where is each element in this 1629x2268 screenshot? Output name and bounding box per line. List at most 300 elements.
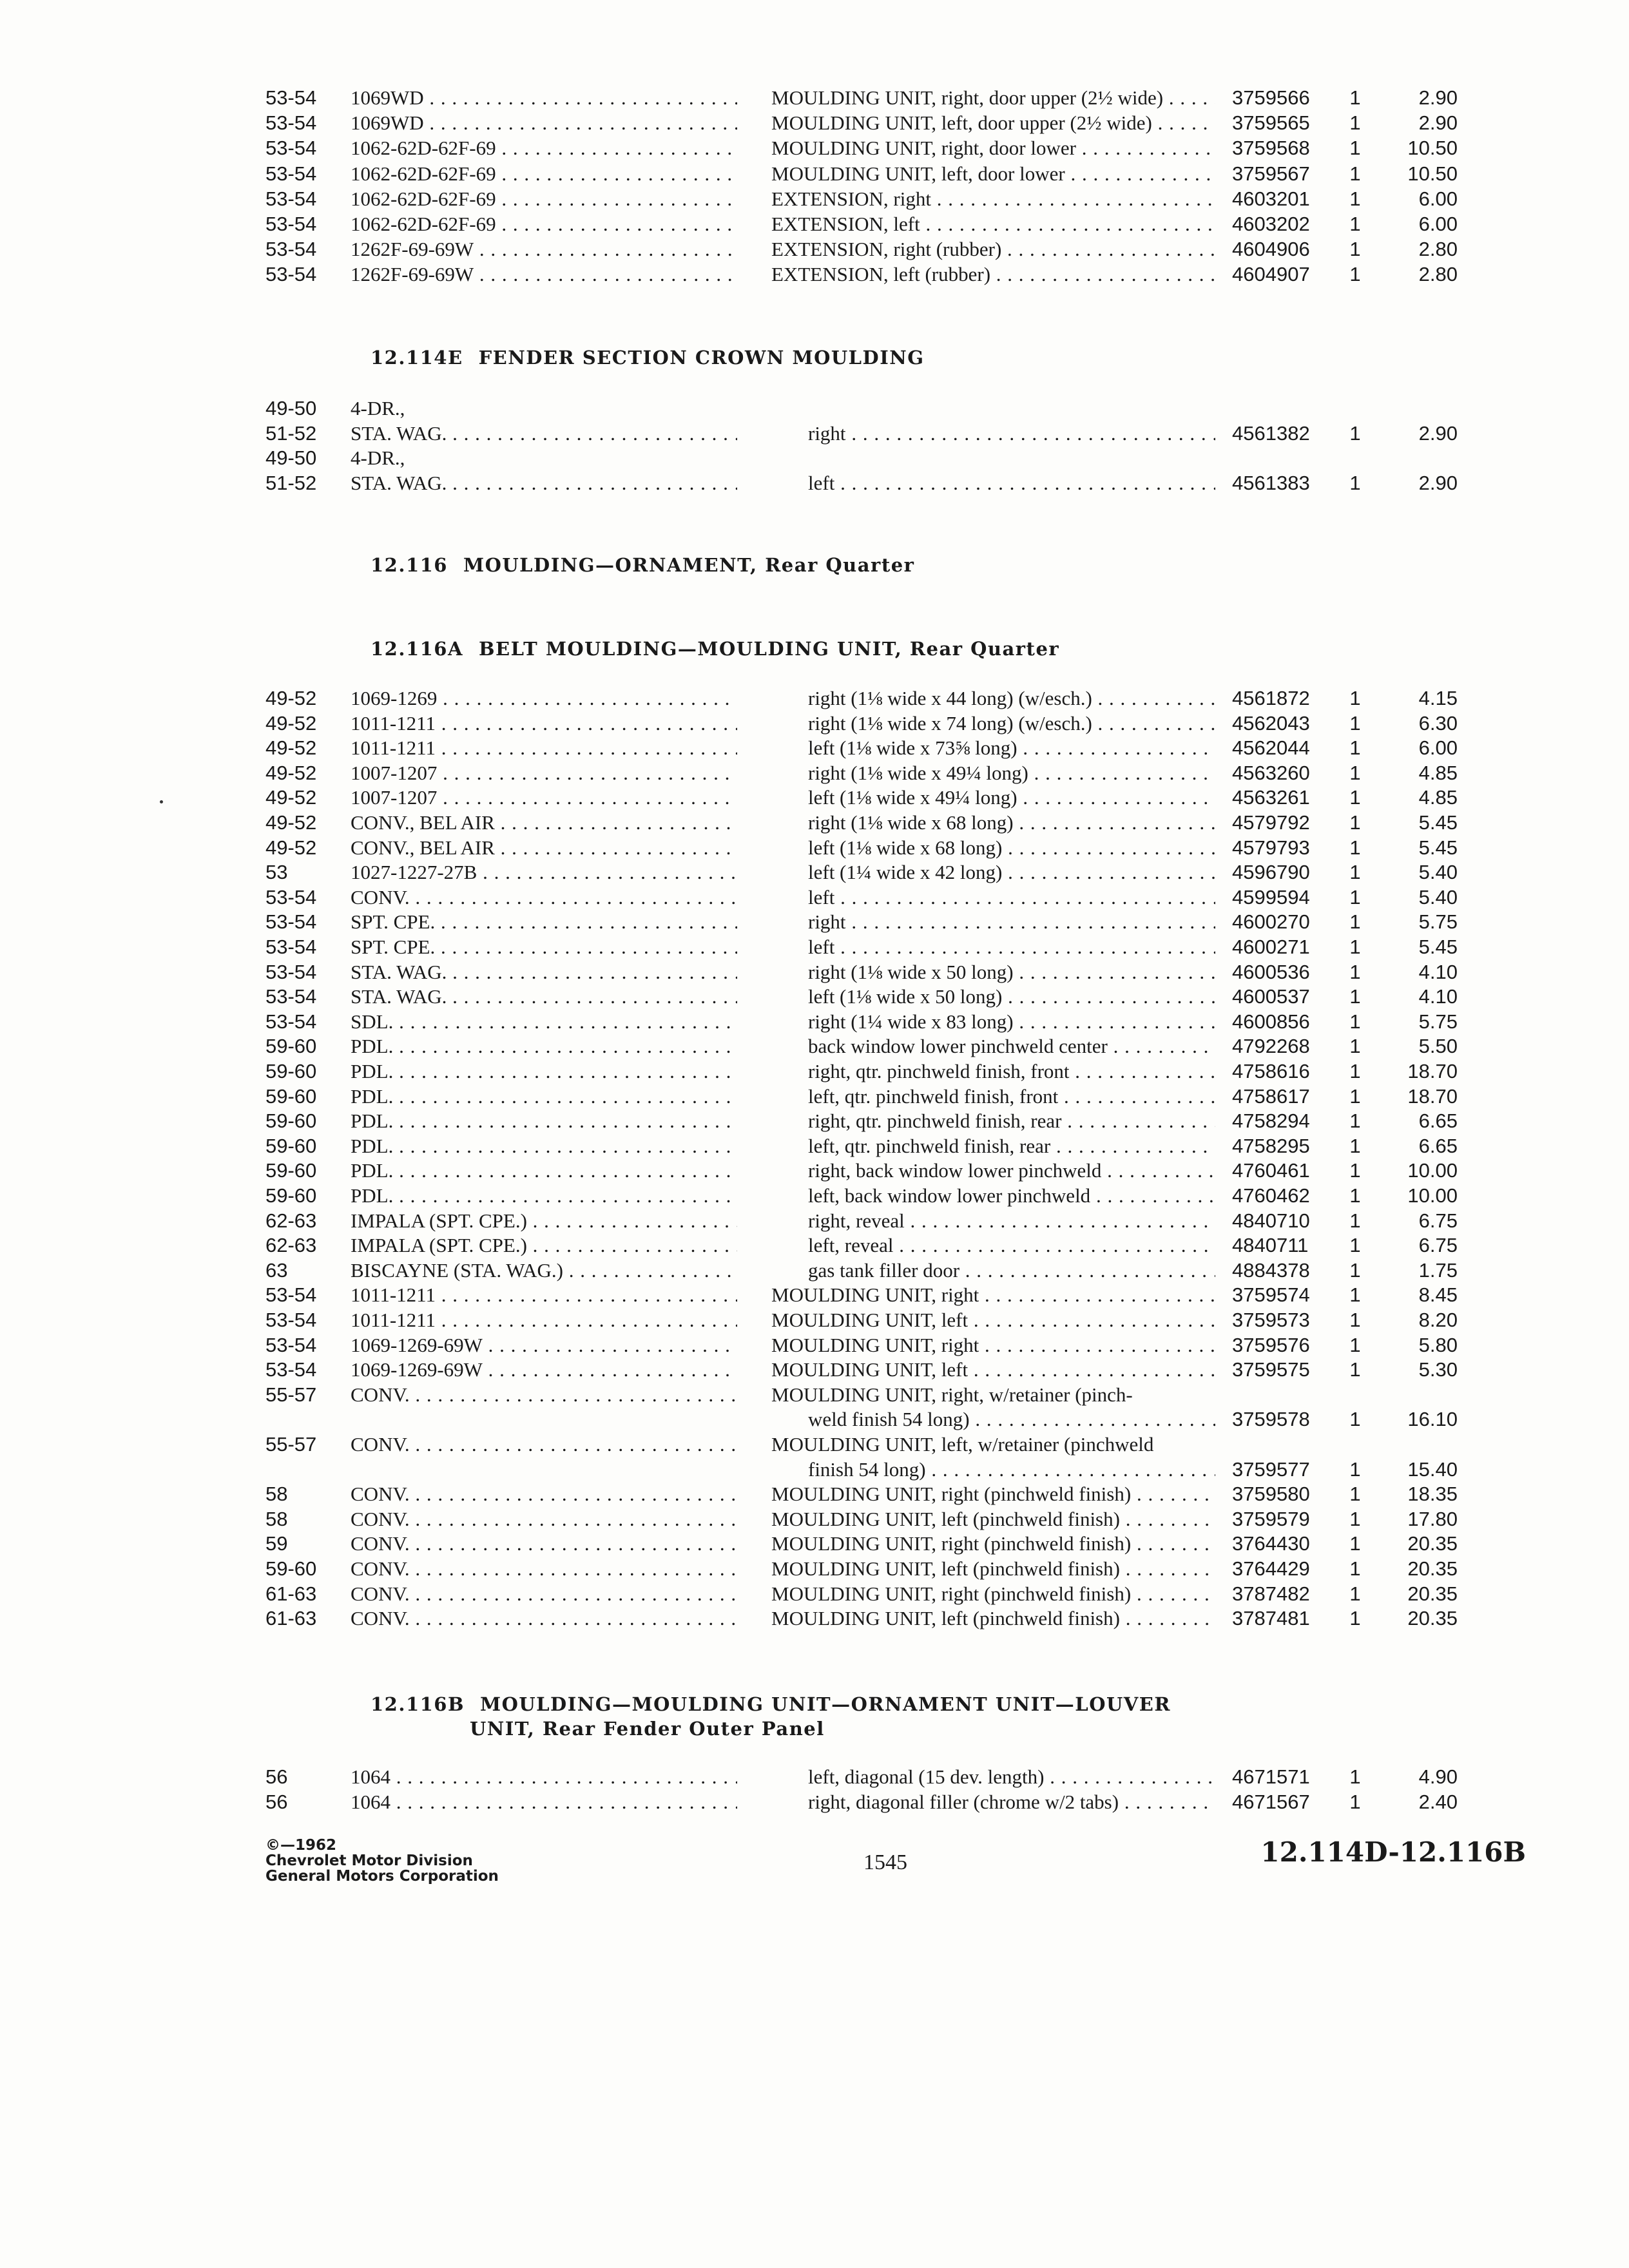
- part-number-cell: 4563261: [1232, 786, 1310, 809]
- part-number-cell: 3759579: [1232, 1507, 1310, 1530]
- year-cell: 49-52: [265, 687, 317, 709]
- model-cell: 1064 . . .: [351, 1764, 737, 1790]
- model-cell: 1027-1227-27B . . .: [351, 860, 737, 885]
- quantity-cell: 1: [1349, 421, 1361, 445]
- quantity-cell: 1: [1349, 687, 1361, 709]
- model-cell: CONV. . . .: [351, 1531, 737, 1557]
- part-number-cell: 4600271: [1232, 936, 1310, 958]
- year-cell: 59-60: [265, 1084, 317, 1108]
- model-cell: STA. WAG. . . .: [351, 470, 737, 496]
- price-cell: 5.40: [1418, 861, 1458, 884]
- table-row: [0, 1282, 1629, 1308]
- year-cell: 53-54: [265, 162, 317, 185]
- price-cell: 18.70: [1407, 1060, 1458, 1082]
- part-number-cell: 4562044: [1232, 736, 1310, 760]
- price-cell: 10.00: [1407, 1184, 1458, 1207]
- description-cell: MOULDING UNIT, left, door upper (2½ wide) . . .: [771, 110, 1215, 136]
- table-row: [0, 1581, 1629, 1607]
- table-row: [0, 211, 1629, 237]
- year-cell: 58: [265, 1483, 288, 1506]
- table-row: [0, 1506, 1629, 1532]
- description-cell: MOULDING UNIT, right, door lower . . .: [771, 135, 1215, 161]
- price-cell: 10.50: [1407, 162, 1458, 185]
- year-cell: 62-63: [265, 1209, 317, 1232]
- table-row: [0, 711, 1629, 736]
- part-number-cell: 4579792: [1232, 811, 1310, 834]
- heading-title: BELT MOULDING—MOULDING UNIT, Rear Quarter: [479, 638, 1060, 660]
- quantity-cell: 1: [1349, 736, 1361, 760]
- quantity-cell: 1: [1349, 1159, 1361, 1182]
- model-cell: 1007-1207 . . .: [351, 785, 737, 811]
- description-cell: left . . .: [808, 470, 1215, 496]
- year-cell: 53-54: [265, 111, 317, 135]
- model-cell: CONV. . . .: [351, 1432, 737, 1457]
- quantity-cell: 1: [1349, 1483, 1361, 1506]
- heading-number: 12.116: [371, 554, 448, 576]
- part-number-cell: 4758294: [1232, 1110, 1310, 1133]
- year-cell: 59-60: [265, 1110, 317, 1133]
- table-row: [0, 686, 1629, 711]
- model-cell: 1062-62D-62F-69 . . .: [351, 135, 737, 161]
- description-cell: left (1⅛ wide x 73⅝ long) . . .: [808, 735, 1215, 761]
- part-number-cell: 4603201: [1232, 187, 1310, 210]
- price-cell: 1.75: [1418, 1258, 1458, 1282]
- table-row: [0, 1432, 1629, 1457]
- model-cell: CONV. . . .: [351, 1581, 737, 1607]
- price-cell: 6.75: [1418, 1209, 1458, 1232]
- part-number-cell: 4561872: [1232, 687, 1310, 709]
- quantity-cell: 1: [1349, 1110, 1361, 1133]
- year-cell: 59-60: [265, 1060, 317, 1082]
- description-cell: weld finish 54 long) . . .: [808, 1407, 1215, 1432]
- description-cell: right (1¼ wide x 83 long) . . .: [808, 1009, 1215, 1035]
- price-cell: 15.40: [1407, 1457, 1458, 1481]
- description-cell: MOULDING UNIT, right . . .: [771, 1282, 1215, 1308]
- part-number-cell: 4600537: [1232, 985, 1310, 1008]
- table-row: [0, 1258, 1629, 1283]
- part-number-cell: 4579793: [1232, 836, 1310, 859]
- year-cell: 53-54: [265, 86, 317, 109]
- year-cell: 59: [265, 1532, 288, 1555]
- quantity-cell: 1: [1349, 1283, 1361, 1307]
- description-cell: MOULDING UNIT, left . . .: [771, 1307, 1215, 1333]
- price-cell: 8.20: [1418, 1309, 1458, 1331]
- price-cell: 5.40: [1418, 885, 1458, 908]
- price-cell: 4.15: [1418, 687, 1458, 709]
- table-row: [0, 1556, 1629, 1582]
- part-number-cell: 4758616: [1232, 1060, 1310, 1082]
- heading-12-114e: [371, 345, 925, 370]
- quantity-cell: 1: [1349, 471, 1361, 494]
- table-row: [0, 1382, 1629, 1408]
- price-cell: 8.45: [1418, 1283, 1458, 1307]
- description-cell: MOULDING UNIT, left, door lower . . .: [771, 161, 1215, 187]
- quantity-cell: 1: [1349, 1035, 1361, 1058]
- price-cell: 6.65: [1418, 1110, 1458, 1133]
- table-row: [0, 1531, 1629, 1557]
- part-number-cell: 4599594: [1232, 885, 1310, 908]
- description-cell: left, diagonal (15 dev. length) . . .: [808, 1764, 1215, 1790]
- model-cell: CONV. . . .: [351, 885, 737, 910]
- description-cell: left . . .: [808, 934, 1215, 960]
- quantity-cell: 1: [1349, 761, 1361, 784]
- quantity-cell: 1: [1349, 1258, 1361, 1282]
- table-row: [0, 909, 1629, 935]
- heading-title: FENDER SECTION CROWN MOULDING: [478, 347, 925, 369]
- part-number-cell: 4561383: [1232, 471, 1310, 494]
- part-number-cell: 3759577: [1232, 1457, 1310, 1481]
- year-cell: 53-54: [265, 238, 317, 261]
- price-cell: 2.90: [1418, 421, 1458, 445]
- quantity-cell: 1: [1349, 1084, 1361, 1108]
- heading-title: MOULDING—ORNAMENT, Rear Quarter: [463, 554, 915, 576]
- price-cell: 2.80: [1418, 263, 1458, 286]
- part-number-cell: 3759568: [1232, 137, 1310, 160]
- model-cell: 1064 . . .: [351, 1789, 737, 1815]
- model-cell: 4-DR.,: [351, 447, 405, 469]
- price-cell: 20.35: [1407, 1532, 1458, 1555]
- model-cell: IMPALA (SPT. CPE.) . . .: [351, 1208, 737, 1234]
- year-cell: 53-54: [265, 1358, 317, 1381]
- part-number-cell: 4600856: [1232, 1010, 1310, 1033]
- table-row: [0, 470, 1629, 496]
- part-number-cell: 4840711: [1232, 1234, 1309, 1257]
- description-cell: gas tank filler door . . .: [808, 1258, 1215, 1283]
- year-cell: 49-52: [265, 761, 317, 784]
- year-cell: 49-50: [265, 397, 317, 419]
- year-cell: 58: [265, 1507, 288, 1530]
- year-cell: 59-60: [265, 1159, 317, 1182]
- price-cell: 4.85: [1418, 761, 1458, 784]
- description-cell: right, reveal . . .: [808, 1208, 1215, 1234]
- description-cell: left (1⅛ wide x 49¼ long) . . .: [808, 785, 1215, 811]
- model-cell: 1007-1207 . . .: [351, 760, 737, 786]
- part-number-cell: 4603202: [1232, 213, 1310, 235]
- quantity-cell: 1: [1349, 1765, 1361, 1788]
- part-number-cell: 3759575: [1232, 1358, 1310, 1381]
- price-cell: 6.00: [1418, 213, 1458, 235]
- price-cell: 17.80: [1407, 1507, 1458, 1530]
- model-cell: PDL. . . .: [351, 1158, 737, 1184]
- quantity-cell: 1: [1349, 1184, 1361, 1207]
- part-number-cell: 4600270: [1232, 910, 1310, 934]
- price-cell: 6.75: [1418, 1234, 1458, 1257]
- price-cell: 16.10: [1407, 1408, 1458, 1431]
- heading-number: 12.116B: [371, 1693, 465, 1715]
- price-cell: 6.00: [1418, 736, 1458, 760]
- year-cell: 49-50: [265, 447, 317, 469]
- year-cell: 53-54: [265, 910, 317, 934]
- price-cell: 6.65: [1418, 1134, 1458, 1157]
- year-cell: 59-60: [265, 1134, 317, 1157]
- quantity-cell: 1: [1349, 187, 1361, 210]
- price-cell: 5.45: [1418, 936, 1458, 958]
- description-cell: right (1⅛ wide x 49¼ long) . . .: [808, 760, 1215, 786]
- quantity-cell: 1: [1349, 1333, 1361, 1356]
- heading-12-116b-line2: [470, 1716, 825, 1741]
- part-number-cell: 3759574: [1232, 1283, 1310, 1307]
- model-cell: PDL. . . .: [351, 1108, 737, 1134]
- year-cell: 59-60: [265, 1557, 317, 1580]
- model-cell: 1069-1269-69W . . .: [351, 1332, 737, 1358]
- part-number-cell: 3759565: [1232, 111, 1310, 135]
- part-number-cell: 4884378: [1232, 1258, 1310, 1282]
- quantity-cell: 1: [1349, 1507, 1361, 1530]
- page-number: 1545: [863, 1850, 907, 1874]
- model-cell: STA. WAG. . . .: [351, 959, 737, 985]
- year-cell: 53-54: [265, 885, 317, 908]
- description-cell: MOULDING UNIT, right, w/retainer (pinch-: [771, 1383, 1133, 1406]
- table-row: [0, 1158, 1629, 1184]
- table-row: [0, 1233, 1629, 1258]
- description-cell: left, back window lower pinchweld . . .: [808, 1183, 1215, 1209]
- table-row: [0, 785, 1629, 811]
- model-cell: IMPALA (SPT. CPE.) . . .: [351, 1233, 737, 1258]
- year-cell: 53-54: [265, 1283, 317, 1307]
- model-cell: 1069-1269 . . .: [351, 686, 737, 711]
- model-cell: CONV. . . .: [351, 1382, 737, 1408]
- table-row: [0, 735, 1629, 761]
- price-cell: 5.80: [1418, 1333, 1458, 1356]
- year-cell: 53-54: [265, 960, 317, 983]
- year-cell: 53-54: [265, 936, 317, 958]
- table-row: [0, 1481, 1629, 1507]
- table-row: [0, 1457, 1629, 1483]
- year-cell: 49-52: [265, 786, 317, 809]
- quantity-cell: 1: [1349, 238, 1361, 261]
- quantity-cell: 1: [1349, 1134, 1361, 1157]
- footer-copyright-block: [265, 1838, 499, 1884]
- description-cell: left (1⅛ wide x 68 long) . . .: [808, 835, 1215, 861]
- price-cell: 6.30: [1418, 711, 1458, 735]
- division-line: Chevrolet Motor Division: [265, 1852, 473, 1869]
- model-cell: STA. WAG. . . .: [351, 421, 737, 447]
- table-row: [0, 934, 1629, 960]
- description-cell: right . . .: [808, 909, 1215, 935]
- model-cell: 4-DR.,: [351, 397, 405, 419]
- quantity-cell: 1: [1349, 861, 1361, 884]
- year-cell: 53-54: [265, 187, 317, 210]
- description-cell: right, qtr. pinchweld finish, rear . . .: [808, 1108, 1215, 1134]
- description-cell: MOULDING UNIT, right, door upper (2½ wide) . . .: [771, 85, 1215, 111]
- year-cell: 61-63: [265, 1607, 317, 1630]
- model-cell: 1011-1211 . . .: [351, 711, 737, 736]
- part-number-cell: 4792268: [1232, 1035, 1310, 1058]
- part-number-cell: 4760462: [1232, 1184, 1310, 1207]
- part-number-cell: 3759576: [1232, 1333, 1310, 1356]
- quantity-cell: 1: [1349, 1309, 1361, 1331]
- year-cell: 55-57: [265, 1383, 317, 1406]
- model-cell: 1062-62D-62F-69 . . .: [351, 161, 737, 187]
- part-number-cell: 3787481: [1232, 1607, 1310, 1630]
- quantity-cell: 1: [1349, 836, 1361, 859]
- description-cell: right, back window lower pinchweld . . .: [808, 1158, 1215, 1184]
- year-cell: 56: [265, 1791, 288, 1813]
- table-row: [0, 860, 1629, 885]
- price-cell: 2.80: [1418, 238, 1458, 261]
- table-row: [0, 236, 1629, 262]
- copyright-line: ©—1962: [265, 1837, 337, 1854]
- part-number-cell: 4760461: [1232, 1159, 1310, 1182]
- price-cell: 10.00: [1407, 1159, 1458, 1182]
- description-cell: MOULDING UNIT, left (pinchweld finish) . . .: [771, 1606, 1215, 1631]
- model-cell: 1011-1211 . . .: [351, 735, 737, 761]
- part-number-cell: 3764429: [1232, 1557, 1310, 1580]
- description-cell: right . . .: [808, 421, 1215, 447]
- table-row: [0, 135, 1629, 161]
- quantity-cell: 1: [1349, 1457, 1361, 1481]
- quantity-cell: 1: [1349, 711, 1361, 735]
- table-row: [0, 1108, 1629, 1134]
- year-cell: 51-52: [265, 421, 317, 445]
- quantity-cell: 1: [1349, 936, 1361, 958]
- price-cell: 5.75: [1418, 1010, 1458, 1033]
- table-row: [0, 810, 1629, 836]
- table-row: [0, 396, 1629, 421]
- model-cell: 1069WD . . .: [351, 110, 737, 136]
- year-cell: 56: [265, 1765, 288, 1788]
- description-cell: right (1⅛ wide x 74 long) (w/esch.) . . .: [808, 711, 1215, 736]
- table-row: [0, 1307, 1629, 1333]
- model-cell: 1262F-69-69W . . .: [351, 262, 737, 287]
- description-cell: EXTENSION, left . . .: [771, 211, 1215, 237]
- table-row: [0, 186, 1629, 212]
- quantity-cell: 1: [1349, 1408, 1361, 1431]
- model-cell: CONV., BEL AIR . . .: [351, 810, 737, 836]
- year-cell: 55-57: [265, 1433, 317, 1456]
- quantity-cell: 1: [1349, 1234, 1361, 1257]
- table-row: [0, 760, 1629, 786]
- model-cell: SPT. CPE. . . .: [351, 909, 737, 935]
- description-cell: left, qtr. pinchweld finish, rear . . .: [808, 1133, 1215, 1159]
- table-row: [0, 262, 1629, 287]
- model-cell: 1062-62D-62F-69 . . .: [351, 186, 737, 212]
- year-cell: 53-54: [265, 213, 317, 235]
- price-cell: 2.90: [1418, 111, 1458, 135]
- description-cell: MOULDING UNIT, left, w/retainer (pinchweld: [771, 1433, 1154, 1456]
- heading-12-116b: [371, 1692, 1171, 1716]
- description-cell: MOULDING UNIT, right (pinchweld finish) . . .: [771, 1481, 1215, 1507]
- description-cell: right, qtr. pinchweld finish, front . . .: [808, 1059, 1215, 1084]
- part-number-cell: 4758617: [1232, 1084, 1310, 1108]
- part-number-cell: 4758295: [1232, 1134, 1310, 1157]
- description-cell: left . . .: [808, 885, 1215, 910]
- description-cell: EXTENSION, left (rubber) . . .: [771, 262, 1215, 287]
- year-cell: 59-60: [265, 1184, 317, 1207]
- price-cell: 4.10: [1418, 960, 1458, 983]
- table-row: [0, 1133, 1629, 1159]
- table-row: [0, 1407, 1629, 1432]
- price-cell: 18.70: [1407, 1084, 1458, 1108]
- part-number-cell: 4562043: [1232, 711, 1310, 735]
- scan-speck: [160, 800, 163, 803]
- part-number-cell: 4840710: [1232, 1209, 1310, 1232]
- quantity-cell: 1: [1349, 1557, 1361, 1580]
- price-cell: 10.50: [1407, 137, 1458, 160]
- heading-number: 12.116A: [371, 638, 463, 660]
- year-cell: 49-52: [265, 711, 317, 735]
- part-number-cell: 4561382: [1232, 421, 1310, 445]
- model-cell: CONV. . . .: [351, 1481, 737, 1507]
- part-number-cell: 4604907: [1232, 263, 1310, 286]
- year-cell: 49-52: [265, 811, 317, 834]
- description-cell: right (1⅛ wide x 44 long) (w/esch.) . . .: [808, 686, 1215, 711]
- heading-12-116: [371, 553, 914, 577]
- table-row: [0, 445, 1629, 471]
- model-cell: PDL. . . .: [351, 1084, 737, 1110]
- model-cell: 1069WD . . .: [351, 85, 737, 111]
- description-cell: MOULDING UNIT, left (pinchweld finish) . . .: [771, 1556, 1215, 1582]
- price-cell: 18.35: [1407, 1483, 1458, 1506]
- year-cell: 53: [265, 861, 288, 884]
- quantity-cell: 1: [1349, 1532, 1361, 1555]
- quantity-cell: 1: [1349, 1358, 1361, 1381]
- quantity-cell: 1: [1349, 1607, 1361, 1630]
- quantity-cell: 1: [1349, 1209, 1361, 1232]
- year-cell: 59-60: [265, 1035, 317, 1058]
- part-number-cell: 3759580: [1232, 1483, 1310, 1506]
- model-cell: 1062-62D-62F-69 . . .: [351, 211, 737, 237]
- quantity-cell: 1: [1349, 111, 1361, 135]
- price-cell: 4.90: [1418, 1765, 1458, 1788]
- heading-12-116a: [371, 637, 1059, 661]
- table-row: [0, 1183, 1629, 1209]
- table-row: [0, 1084, 1629, 1110]
- part-number-cell: 4604906: [1232, 238, 1310, 261]
- model-cell: 1011-1211 . . .: [351, 1282, 737, 1308]
- corporation-line: General Motors Corporation: [265, 1868, 499, 1885]
- table-row: [0, 885, 1629, 910]
- year-cell: 53-54: [265, 1309, 317, 1331]
- heading-number: 12.114E: [371, 347, 463, 369]
- quantity-cell: 1: [1349, 162, 1361, 185]
- year-cell: 53-54: [265, 985, 317, 1008]
- part-number-cell: 4563260: [1232, 761, 1310, 784]
- description-cell: finish 54 long) . . .: [808, 1457, 1215, 1483]
- part-number-cell: 3759573: [1232, 1309, 1310, 1331]
- price-cell: 5.75: [1418, 910, 1458, 934]
- table-row: [0, 959, 1629, 985]
- quantity-cell: 1: [1349, 960, 1361, 983]
- model-cell: CONV. . . .: [351, 1506, 737, 1532]
- description-cell: right, diagonal filler (chrome w/2 tabs) . . .: [808, 1789, 1215, 1815]
- price-cell: 2.40: [1418, 1791, 1458, 1813]
- year-cell: 53-54: [265, 1010, 317, 1033]
- quantity-cell: 1: [1349, 985, 1361, 1008]
- table-row: [0, 1357, 1629, 1383]
- model-cell: CONV. . . .: [351, 1606, 737, 1631]
- price-cell: 5.50: [1418, 1035, 1458, 1058]
- part-number-cell: 4596790: [1232, 861, 1310, 884]
- description-cell: MOULDING UNIT, right . . .: [771, 1332, 1215, 1358]
- table-row: [0, 1059, 1629, 1084]
- table-row: [0, 421, 1629, 447]
- table-row: [0, 1332, 1629, 1358]
- quantity-cell: 1: [1349, 1582, 1361, 1605]
- description-cell: MOULDING UNIT, left (pinchweld finish) . . .: [771, 1506, 1215, 1532]
- price-cell: 20.35: [1407, 1557, 1458, 1580]
- table-row: [0, 85, 1629, 111]
- model-cell: PDL. . . .: [351, 1059, 737, 1084]
- table-row: [0, 161, 1629, 187]
- heading-title: MOULDING—MOULDING UNIT—ORNAMENT UNIT—LOUVER: [480, 1693, 1171, 1715]
- year-cell: 51-52: [265, 471, 317, 494]
- description-cell: left, qtr. pinchweld finish, front . . .: [808, 1084, 1215, 1110]
- description-cell: right (1⅛ wide x 68 long) . . .: [808, 810, 1215, 836]
- model-cell: 1262F-69-69W . . .: [351, 236, 737, 262]
- table-row: [0, 1208, 1629, 1234]
- model-cell: PDL. . . .: [351, 1133, 737, 1159]
